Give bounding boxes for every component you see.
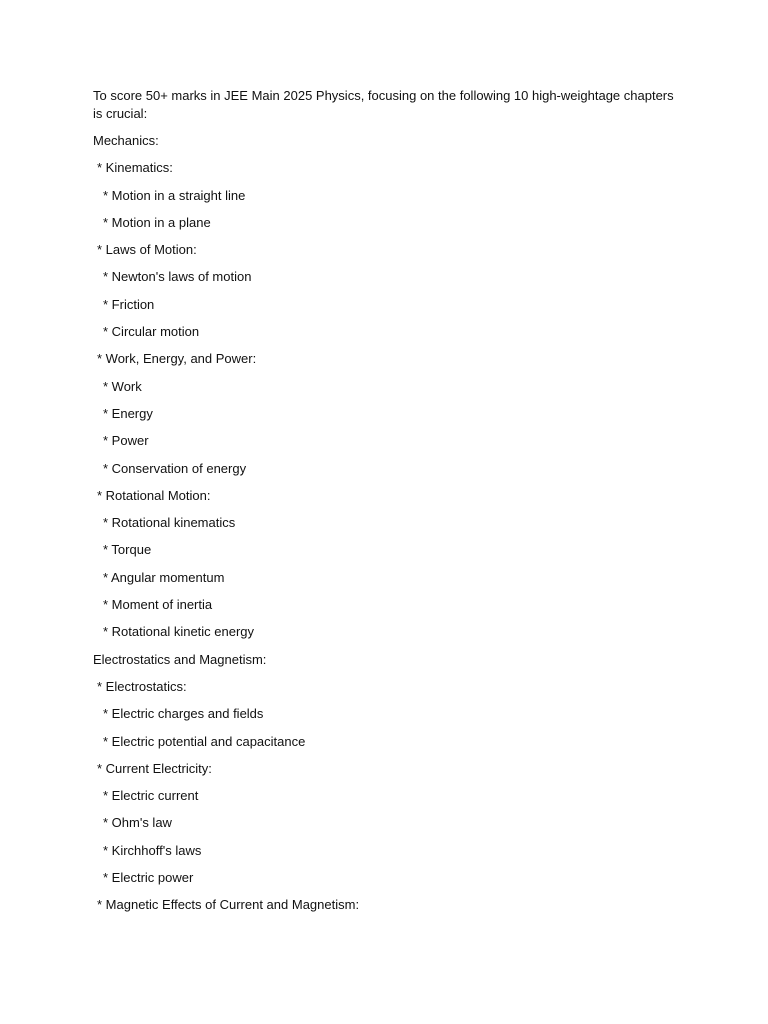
subtopic-item: * Motion in a straight line <box>103 187 246 203</box>
chapter-item: * Kinematics: <box>97 160 173 176</box>
section-heading: Electrostatics and Magnetism: <box>93 651 267 667</box>
subtopic-item: * Motion in a plane <box>103 214 211 230</box>
subtopic-item: * Kirchhoff's laws <box>103 842 202 858</box>
subtopic-item: * Angular momentum <box>103 569 225 585</box>
document-body <box>93 87 678 924</box>
chapter-item: * Work, Energy, and Power: <box>97 351 257 367</box>
subtopic-item: * Newton's laws of motion <box>103 269 252 285</box>
chapter-item: * Laws of Motion: <box>97 242 197 258</box>
chapter-item: * Electrostatics: <box>97 678 187 694</box>
subtopic-item: * Moment of inertia <box>103 597 213 613</box>
topic-outline <box>93 132 678 914</box>
section-heading: Mechanics: <box>93 133 159 148</box>
subtopic-item: * Friction <box>103 296 155 312</box>
subtopic-item: * Power <box>103 433 149 449</box>
chapter-item: * Rotational Motion: <box>97 487 211 503</box>
subtopic-item: * Work <box>103 378 142 394</box>
subtopic-item: * Energy <box>103 405 153 421</box>
subtopic-item: * Electric power <box>103 870 194 886</box>
subtopic-item: * Ohm's law <box>103 815 172 831</box>
subtopic-item: * Electric charges and fields <box>103 706 264 722</box>
intro-paragraph: To score 50+ marks in JEE Main 2025 Physics, focusing on the following 10 high-weightage chapters is crucial: <box>93 88 674 121</box>
subtopic-item: * Electric current <box>103 788 199 804</box>
subtopic-item: * Circular motion <box>103 324 200 340</box>
subtopic-item: * Conservation of energy <box>103 460 247 476</box>
subtopic-item: * Rotational kinetic energy <box>103 624 255 640</box>
subtopic-item: * Torque <box>103 542 152 558</box>
chapter-item: * Current Electricity: <box>97 760 212 776</box>
subtopic-item: * Electric potential and capacitance <box>103 733 306 749</box>
subtopic-item: * Rotational kinematics <box>103 515 236 531</box>
chapter-item: * Magnetic Effects of Current and Magnetism: <box>97 897 360 913</box>
